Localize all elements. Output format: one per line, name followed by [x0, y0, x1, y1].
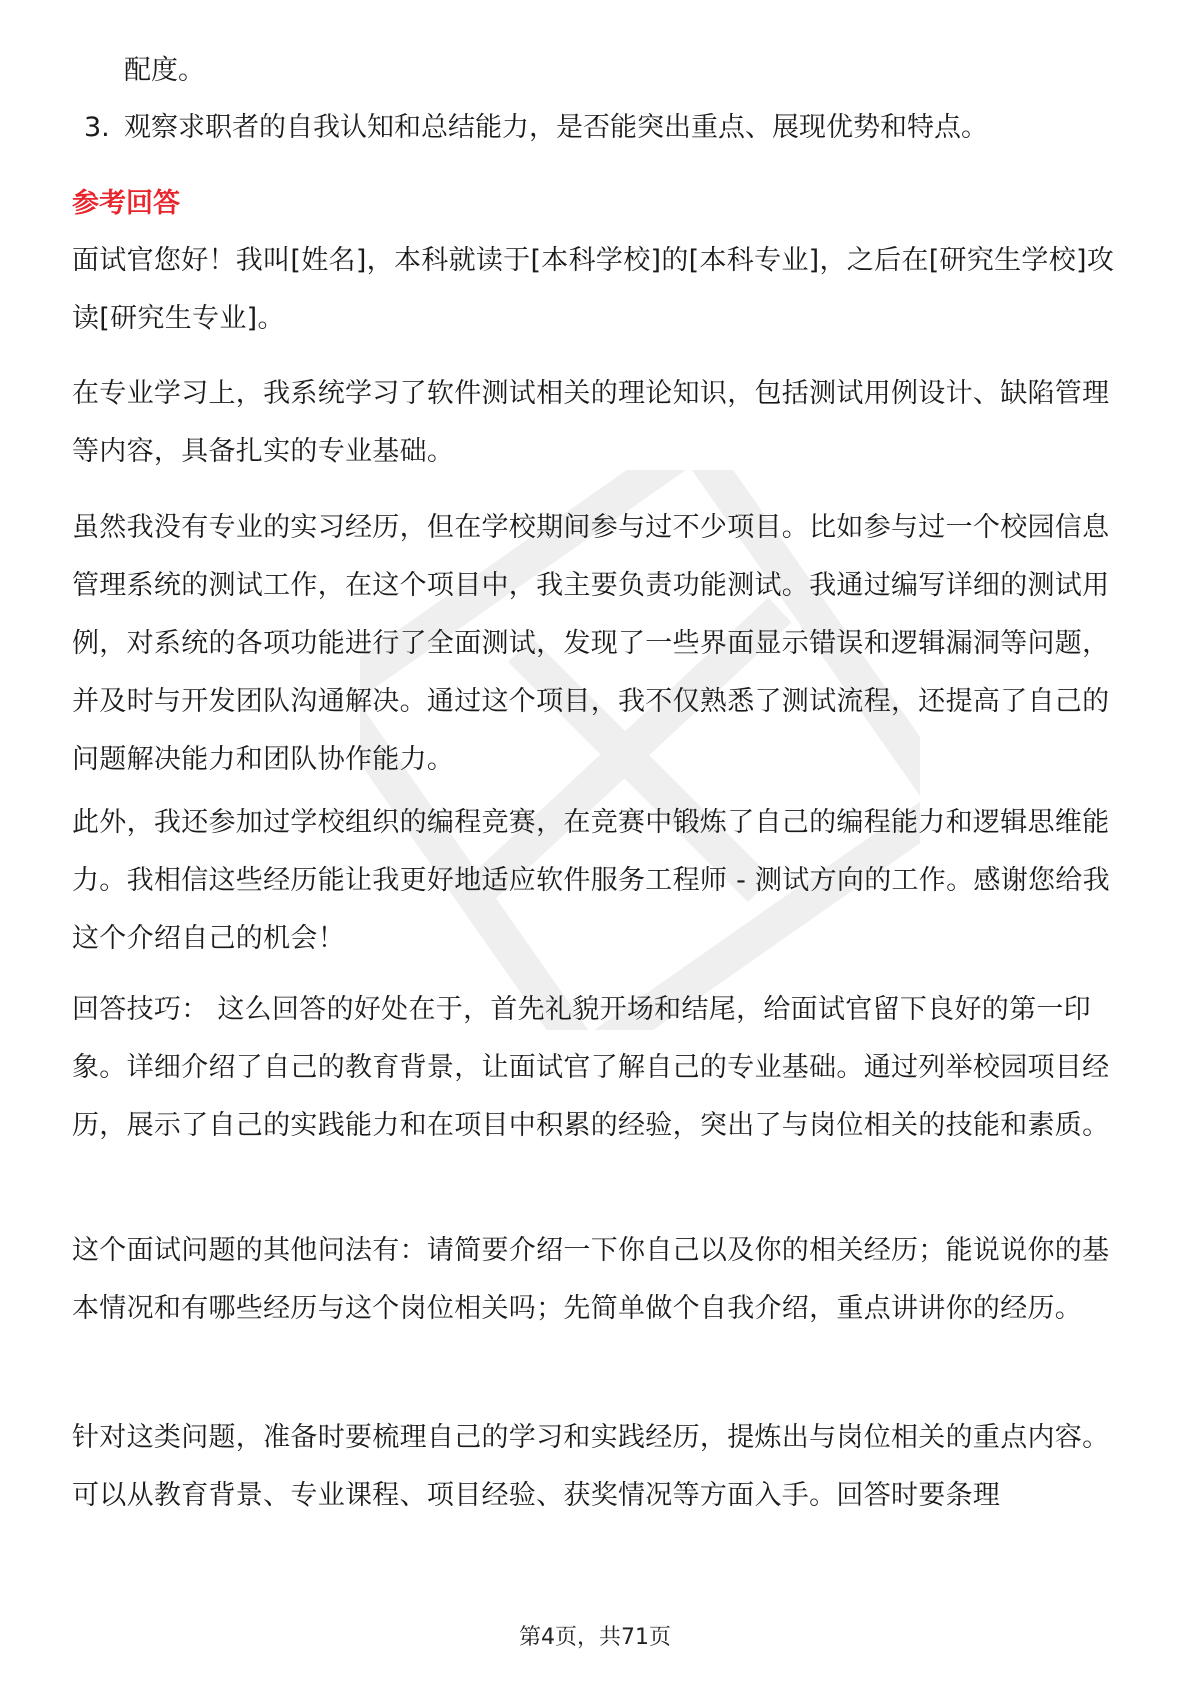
- paragraph-preparation: 针对这类问题，准备时要梳理自己的学习和实践经历，提炼出与岗位相关的重点内容。可以从教育背景、专业课程、项目经验、获奖情况等方面入手。回答时要条理: [72, 1422, 1110, 1511]
- continuation-line: 配度。: [124, 55, 205, 86]
- list-item-text: 观察求职者的自我认知和总结能力，是否能突出重点、展现优势和特点。: [124, 112, 988, 143]
- list-item-number: 3.: [84, 112, 110, 143]
- paragraph-project: 虽然我没有专业的实习经历，但在学校期间参与过不少项目。比如参与过一个校园信息管理系统的测试工作，在这个项目中，我主要负责功能测试。我通过编写详细的测试用例，对系统的各项功能进行了全面测试，发现了一些界面显示错误和逻辑漏洞等问题，并及时与开发团队沟通解决。通过这个项目，我不仅熟悉了测试流程，还提高了自己的问题解决能力和团队协作能力。: [72, 512, 1110, 775]
- page-number: 第4页，共71页: [519, 1625, 671, 1650]
- paragraph-intro: 面试官您好！我叫[姓名]，本科就读于[本科学校]的[本科专业]，之后在[研究生学校]攻读[研究生专业]。: [72, 245, 1115, 334]
- paragraph-study: 在专业学习上，我系统学习了软件测试相关的理论知识，包括测试用例设计、缺陷管理等内容，具备扎实的专业基础。: [72, 378, 1110, 467]
- paragraph-tips: 回答技巧： 这么回答的好处在于，首先礼貌开场和结尾，给面试官留下良好的第一印象。详细介绍了自己的教育背景，让面试官了解自己的专业基础。通过列举校园项目经历，展示了自己的实践能力和在项目中积累的经验，突出了与岗位相关的技能和素质。: [72, 994, 1110, 1141]
- paragraph-competition: 此外，我还参加过学校组织的编程竞赛，在竞赛中锻炼了自己的编程能力和逻辑思维能力。我相信这些经历能让我更好地适应软件服务工程师 - 测试方向的工作。感谢您给我这个介绍自己的机会！: [72, 807, 1110, 954]
- reference-answer-heading: 参考回答: [72, 188, 180, 219]
- paragraph-alternatives: 这个面试问题的其他问法有：请简要介绍一下你自己以及你的相关经历；能说说你的基本情况和有哪些经历与这个岗位相关吗；先简单做个自我介绍，重点讲讲你的经历。: [72, 1235, 1110, 1324]
- list-item: [84, 99, 988, 157]
